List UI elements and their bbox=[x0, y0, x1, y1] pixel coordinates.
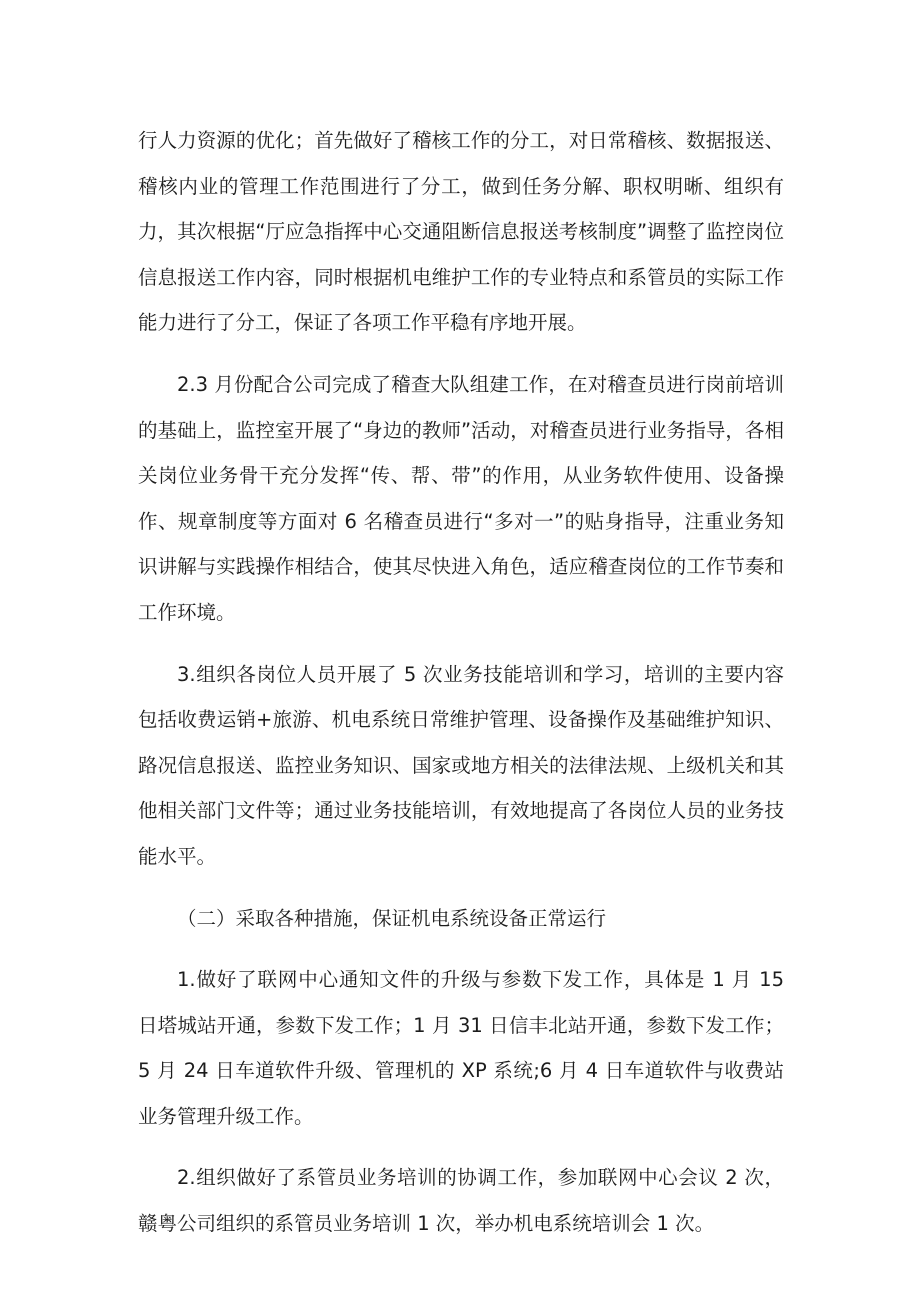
paragraph-continuation: 行人力资源的优化；首先做好了稽核工作的分工，对日常稽核、数据报送、稽核内业的管理工作范围进行了分工，做到任务分解、职权明晰、组织有力，其次根据“厅应急指挥中心交通阻断信息报送考核制度”调整了监控岗位信息报送工作内容，同时根据机电维护工作的专业特点和系管员的实际工作能力进行了分工，保证了各项工作平稳有序地开展。 bbox=[138, 129, 784, 335]
paragraph-item-3: 3.组织各岗位人员开展了 5 次业务技能培训和学习，培训的主要内容包括收费运销+旅游、机电系统日常维护管理、设备操作及基础维护知识、路况信息报送、监控业务知识、国家或地方相关的法律法规、上级机关和其他相关部门文件等；通过业务技能培训，有效地提高了各岗位人员的业务技能水平。 bbox=[138, 662, 784, 868]
section-heading: （二）采取各种措施，保证机电系统设备正常运行 bbox=[177, 906, 607, 930]
paragraph-item-2: 2.3 月份配合公司完成了稽查大队组建工作，在对稽查员进行岗前培训的基础上，监控室开展了“身边的教师”活动，对稽查员进行业务指导，各相关岗位业务骨干充分发挥“传、帮、带”的作用，从业务软件使用、设备操作、规章制度等方面对 6 名稽查员进行“多对一”的贴身指导，注重业务知识讲解与实践操作相结合，使其尽快进入角色，适应稽查岗位的工作节奏和工作环境。 bbox=[138, 372, 784, 624]
document-body bbox=[138, 118, 784, 1247]
paragraph-item-2b: 2.组织做好了系管员业务培训的协调工作，参加联网中心会议 2 次，赣粤公司组织的系管员业务培训 1 次，举办机电系统培训会 1 次。 bbox=[138, 1166, 784, 1236]
paragraph-item-1: 1.做好了联网中心通知文件的升级与参数下发工作，具体是 1 月 15 日塔城站开通，参数下发工作；1 月 31 日信丰北站开通，参数下发工作；5 月 24 日车道软件升级、管理机的 XP 系统;6 月 4 日车道软件与收费站业务管理升级工作。 bbox=[138, 968, 784, 1128]
